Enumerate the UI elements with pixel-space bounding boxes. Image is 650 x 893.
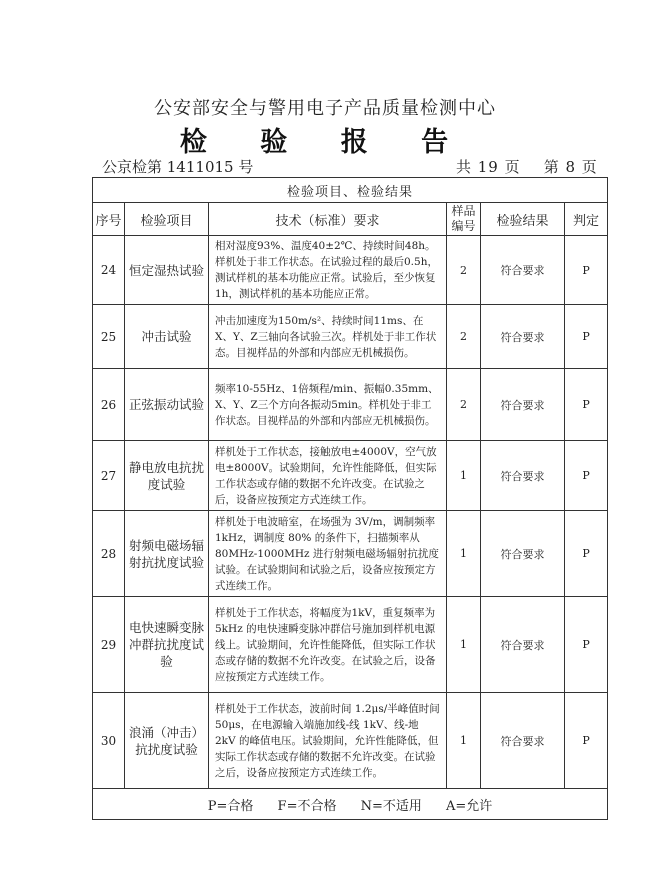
row-item: 冲击试验 (125, 305, 209, 369)
row-verdict: P (565, 597, 608, 693)
row-verdict: P (565, 511, 608, 597)
row-verdict: P (565, 693, 608, 789)
row-sample-no: 1 (447, 441, 481, 511)
col-header-result: 检验结果 (481, 203, 565, 236)
legend-fail: F=不合格 (277, 798, 337, 814)
row-requirement: 样机处于工作状态，将幅度为1kV，重复频率为5kHz 的电快速瞬变脉冲群信号施加到样机电源线上。试验期间，允许性能降低，但实际工作状态或存储的数据不允许改变。在试验之后，设备应按预定方式连续工作。 (209, 597, 447, 693)
row-seq: 29 (93, 597, 125, 693)
row-sample-no: 1 (447, 511, 481, 597)
row-seq: 24 (93, 236, 125, 305)
row-sample-no: 2 (447, 236, 481, 305)
legend-pass: P=合格 (207, 798, 254, 814)
row-item: 正弦振动试验 (125, 369, 209, 441)
row-seq: 26 (93, 369, 125, 441)
row-verdict: P (565, 305, 608, 369)
row-requirement: 冲击加速度为150m/s²、持续时间11ms、在X、Y、Z三轴向各试验三次。样机处于非工作状态。目视样品的外部和内部应无机械损伤。 (209, 305, 447, 369)
row-result: 符合要求 (481, 441, 565, 511)
row-item: 射频电磁场辐射抗扰度试验 (125, 511, 209, 597)
table-row (93, 511, 608, 597)
col-header-sample-no: 样品编号 (447, 203, 481, 236)
row-seq: 28 (93, 511, 125, 597)
row-seq: 30 (93, 693, 125, 789)
table-row (93, 441, 608, 511)
table-row (93, 236, 608, 305)
row-sample-no: 2 (447, 369, 481, 441)
results-table (92, 177, 608, 820)
row-item: 电快速瞬变脉冲群抗扰度试验 (125, 597, 209, 693)
col-header-item: 检验项目 (125, 203, 209, 236)
report-number: 公京检第 1411015 号 (102, 158, 254, 176)
report-title: 检 验 报 告 (179, 127, 471, 158)
legend-row (93, 789, 608, 820)
row-requirement: 相对湿度93%、温度40±2℃、持续时间48h。样机处于非工作状态。在试验过程的最后0.5h，测试样机的基本功能应正常。试验后，至少恢复1h，测试样机的基本功能应正常。 (209, 236, 447, 305)
row-result: 符合要求 (481, 693, 565, 789)
row-verdict: P (565, 236, 608, 305)
row-requirement: 样机处于电波暗室，在场强为 3V/m，调制频率1kHz，调制度 80% 的条件下，扫描频率从80MHz-1000MHz 进行射频电磁场辐射抗扰度试验。在试验期间和试验之后，设备应按预定方式连续工作。 (209, 511, 447, 597)
col-header-requirement: 技术（标准）要求 (209, 203, 447, 236)
col-header-verdict: 判定 (565, 203, 608, 236)
row-result: 符合要求 (481, 369, 565, 441)
row-item: 浪涌（冲击）抗扰度试验 (125, 693, 209, 789)
row-result: 符合要求 (481, 511, 565, 597)
table-caption: 检验项目、检验结果 (93, 178, 608, 203)
page-count (456, 156, 598, 177)
row-verdict: P (565, 441, 608, 511)
table-row (93, 693, 608, 789)
row-sample-no: 1 (447, 597, 481, 693)
row-result: 符合要求 (481, 597, 565, 693)
pages-total: 共 19 页 (456, 158, 521, 176)
col-header-seq: 序号 (93, 203, 125, 236)
table-row (93, 369, 608, 441)
legend-allow: A=允许 (446, 798, 493, 814)
page-current: 第 8 页 (543, 158, 598, 176)
table-row (93, 597, 608, 693)
row-requirement: 频率10-55Hz、1倍频程/min、振幅0.35mm、X、Y、Z三个方向各振动5min。样机处于非工作状态。目视样品的外部和内部应无机械损伤。 (209, 369, 447, 441)
table-row (93, 305, 608, 369)
row-verdict: P (565, 369, 608, 441)
row-seq: 27 (93, 441, 125, 511)
organization-name: 公安部安全与警用电子产品质量检测中心 (154, 98, 496, 119)
row-sample-no: 1 (447, 693, 481, 789)
legend-na: N=不适用 (360, 798, 422, 814)
row-requirement: 样机处于工作状态，接触放电±4000V，空气放电±8000V。试验期间，允许性能降低，但实际工作状态或存储的数据不允许改变。在试验之后，设备应按预定方式连续工作。 (209, 441, 447, 511)
row-item: 静电放电抗扰度试验 (125, 441, 209, 511)
row-sample-no: 2 (447, 305, 481, 369)
verdict-legend (93, 789, 608, 820)
row-item: 恒定湿热试验 (125, 236, 209, 305)
row-seq: 25 (93, 305, 125, 369)
row-requirement: 样机处于工作状态，波前时间 1.2μs/半峰值时间 50μs，在电源输入端施加线-线 1kV、线-地 2kV 的峰值电压。试验期间，允许性能降低，但实际工作状态或存储的数据不允许改变。在试验之后，设备应按预定方式连续工作。 (209, 693, 447, 789)
table-header-row (93, 203, 608, 236)
row-result: 符合要求 (481, 236, 565, 305)
row-result: 符合要求 (481, 305, 565, 369)
